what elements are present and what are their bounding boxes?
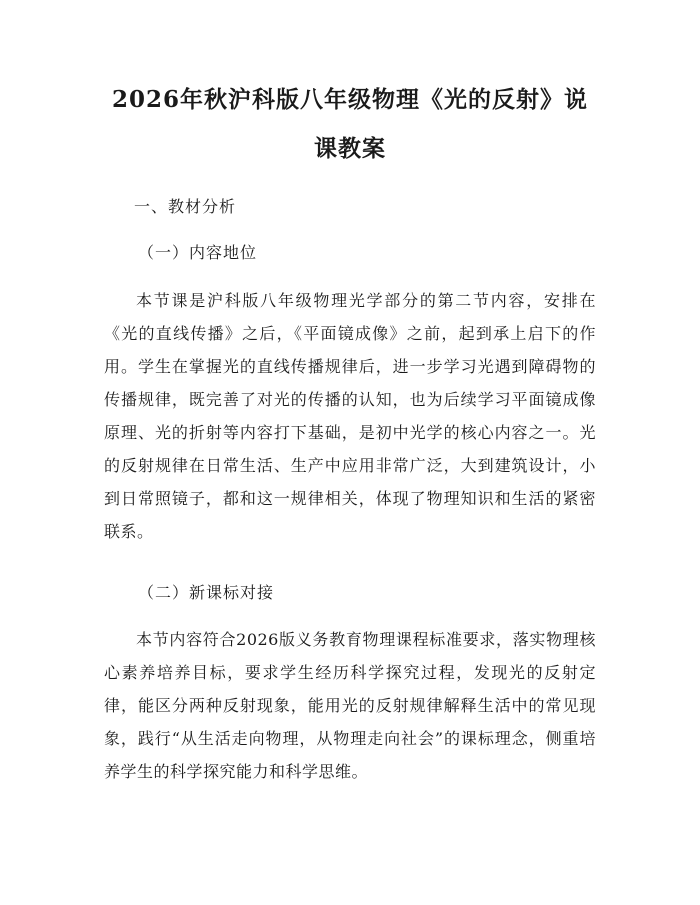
section-heading-textbook-analysis: 一、教材分析	[134, 197, 237, 216]
paragraph-content-position: 本节课是沪科版八年级物理光学部分的第二节内容，安排在《光的直线传播》之后，《平面镜成像》之前，起到承上启下的作用。学生在掌握光的直线传播规律后，进一步学习光遇到障碍物的传播规律，既完善了对光的传播的认知，也为后续学习平面镜成像原理、光的折射等内容打下基础，是初中光学的核心内容之一。光的反射规律在日常生活、生产中应用非常广泛，大到建筑设计，小到日常照镜子，都和这一规律相关，体现了物理知识和生活的紧密联系。	[104, 291, 596, 541]
document-title-line-2: 课教案	[314, 135, 386, 162]
subsection-heading-content-position: （一）内容地位	[138, 243, 258, 262]
subsection-heading-curriculum-standard: （二）新课标对接	[138, 583, 275, 602]
paragraph-curriculum-standard: 本节内容符合2026版义务教育物理课程标准要求，落实物理核心素养培养目标，要求学生经历科学探究过程，发现光的反射定律，能区分两种反射现象，能用光的反射规律解释生活中的常见现象，践行“从生活走向物理，从物理走向社会”的课标理念，侧重培养学生的科学探究能力和科学思维。	[104, 630, 596, 781]
document-title-line-1: 2026年秋沪科版八年级物理《光的反射》说	[111, 86, 588, 113]
